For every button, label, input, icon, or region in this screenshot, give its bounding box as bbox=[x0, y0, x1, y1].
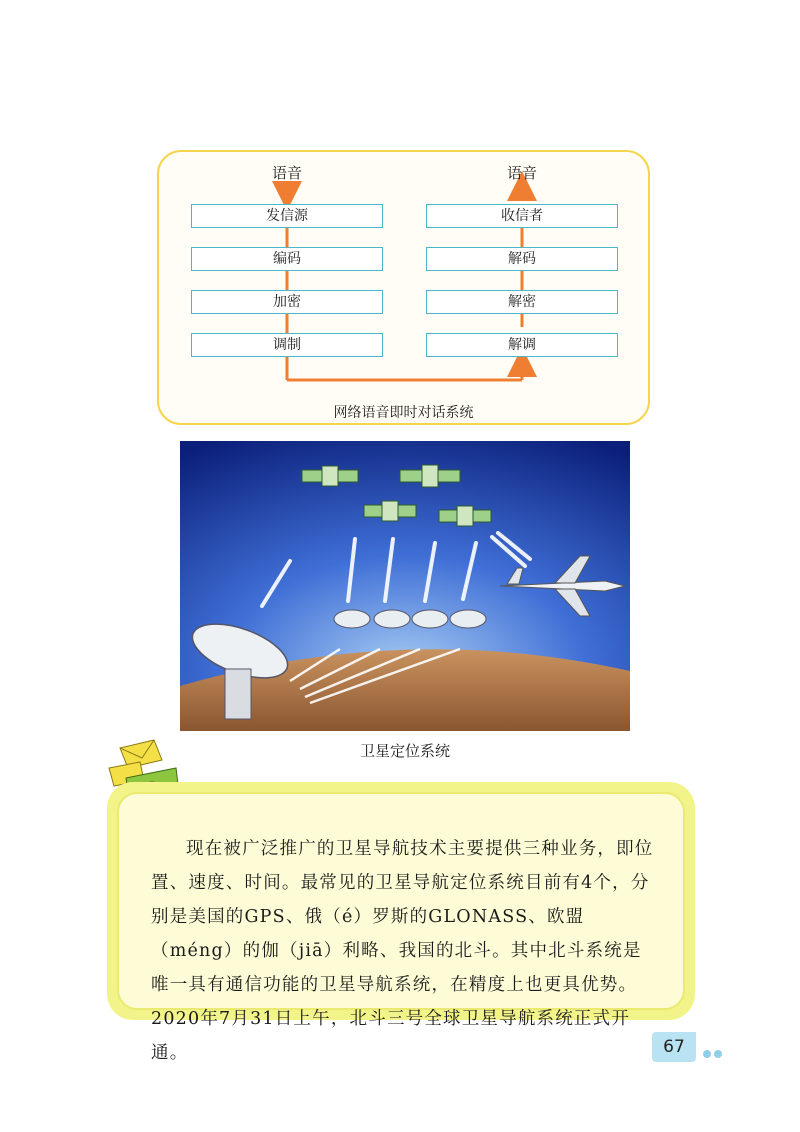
node-receiver: 收信者 bbox=[426, 204, 618, 228]
dish-icon bbox=[334, 610, 370, 628]
page-dot bbox=[714, 1050, 722, 1058]
node-sender: 发信源 bbox=[191, 204, 383, 228]
dish-icon bbox=[412, 610, 448, 628]
figure-caption: 卫星定位系统 bbox=[359, 742, 450, 760]
dish-icon bbox=[374, 610, 410, 628]
left-input-label: 语音 bbox=[271, 164, 302, 182]
diagram-caption: 网络语音即时对话系统 bbox=[333, 405, 474, 421]
node-demodulate: 解调 bbox=[426, 333, 618, 357]
page-number: 67 bbox=[652, 1032, 696, 1062]
node-encode: 编码 bbox=[191, 247, 383, 271]
satellite-positioning-illustration bbox=[180, 441, 630, 731]
info-paragraph: 现在被广泛推广的卫星导航技术主要提供三种业务，即位置、速度、时间。最常见的卫星导航定位系统目前有4个，分别是美国的GPS、俄（é）罗斯的GLONASS、欧盟（méng）的伽（jiā）利略、我国的北斗。其中北斗系统是唯一具有通信功能的卫星导航系统，在精度上也更具优势。2020年7月31日上午，北斗三号全球卫星导航系统正式开通。 bbox=[151, 839, 654, 1063]
communication-diagram bbox=[157, 150, 650, 425]
node-modulate: 调制 bbox=[191, 333, 383, 357]
node-decrypt: 解密 bbox=[426, 290, 618, 314]
right-output-label: 语音 bbox=[506, 164, 537, 182]
dish-icon bbox=[450, 610, 486, 628]
node-encrypt: 加密 bbox=[191, 290, 383, 314]
node-decode: 解码 bbox=[426, 247, 618, 271]
page-dot bbox=[703, 1050, 711, 1058]
